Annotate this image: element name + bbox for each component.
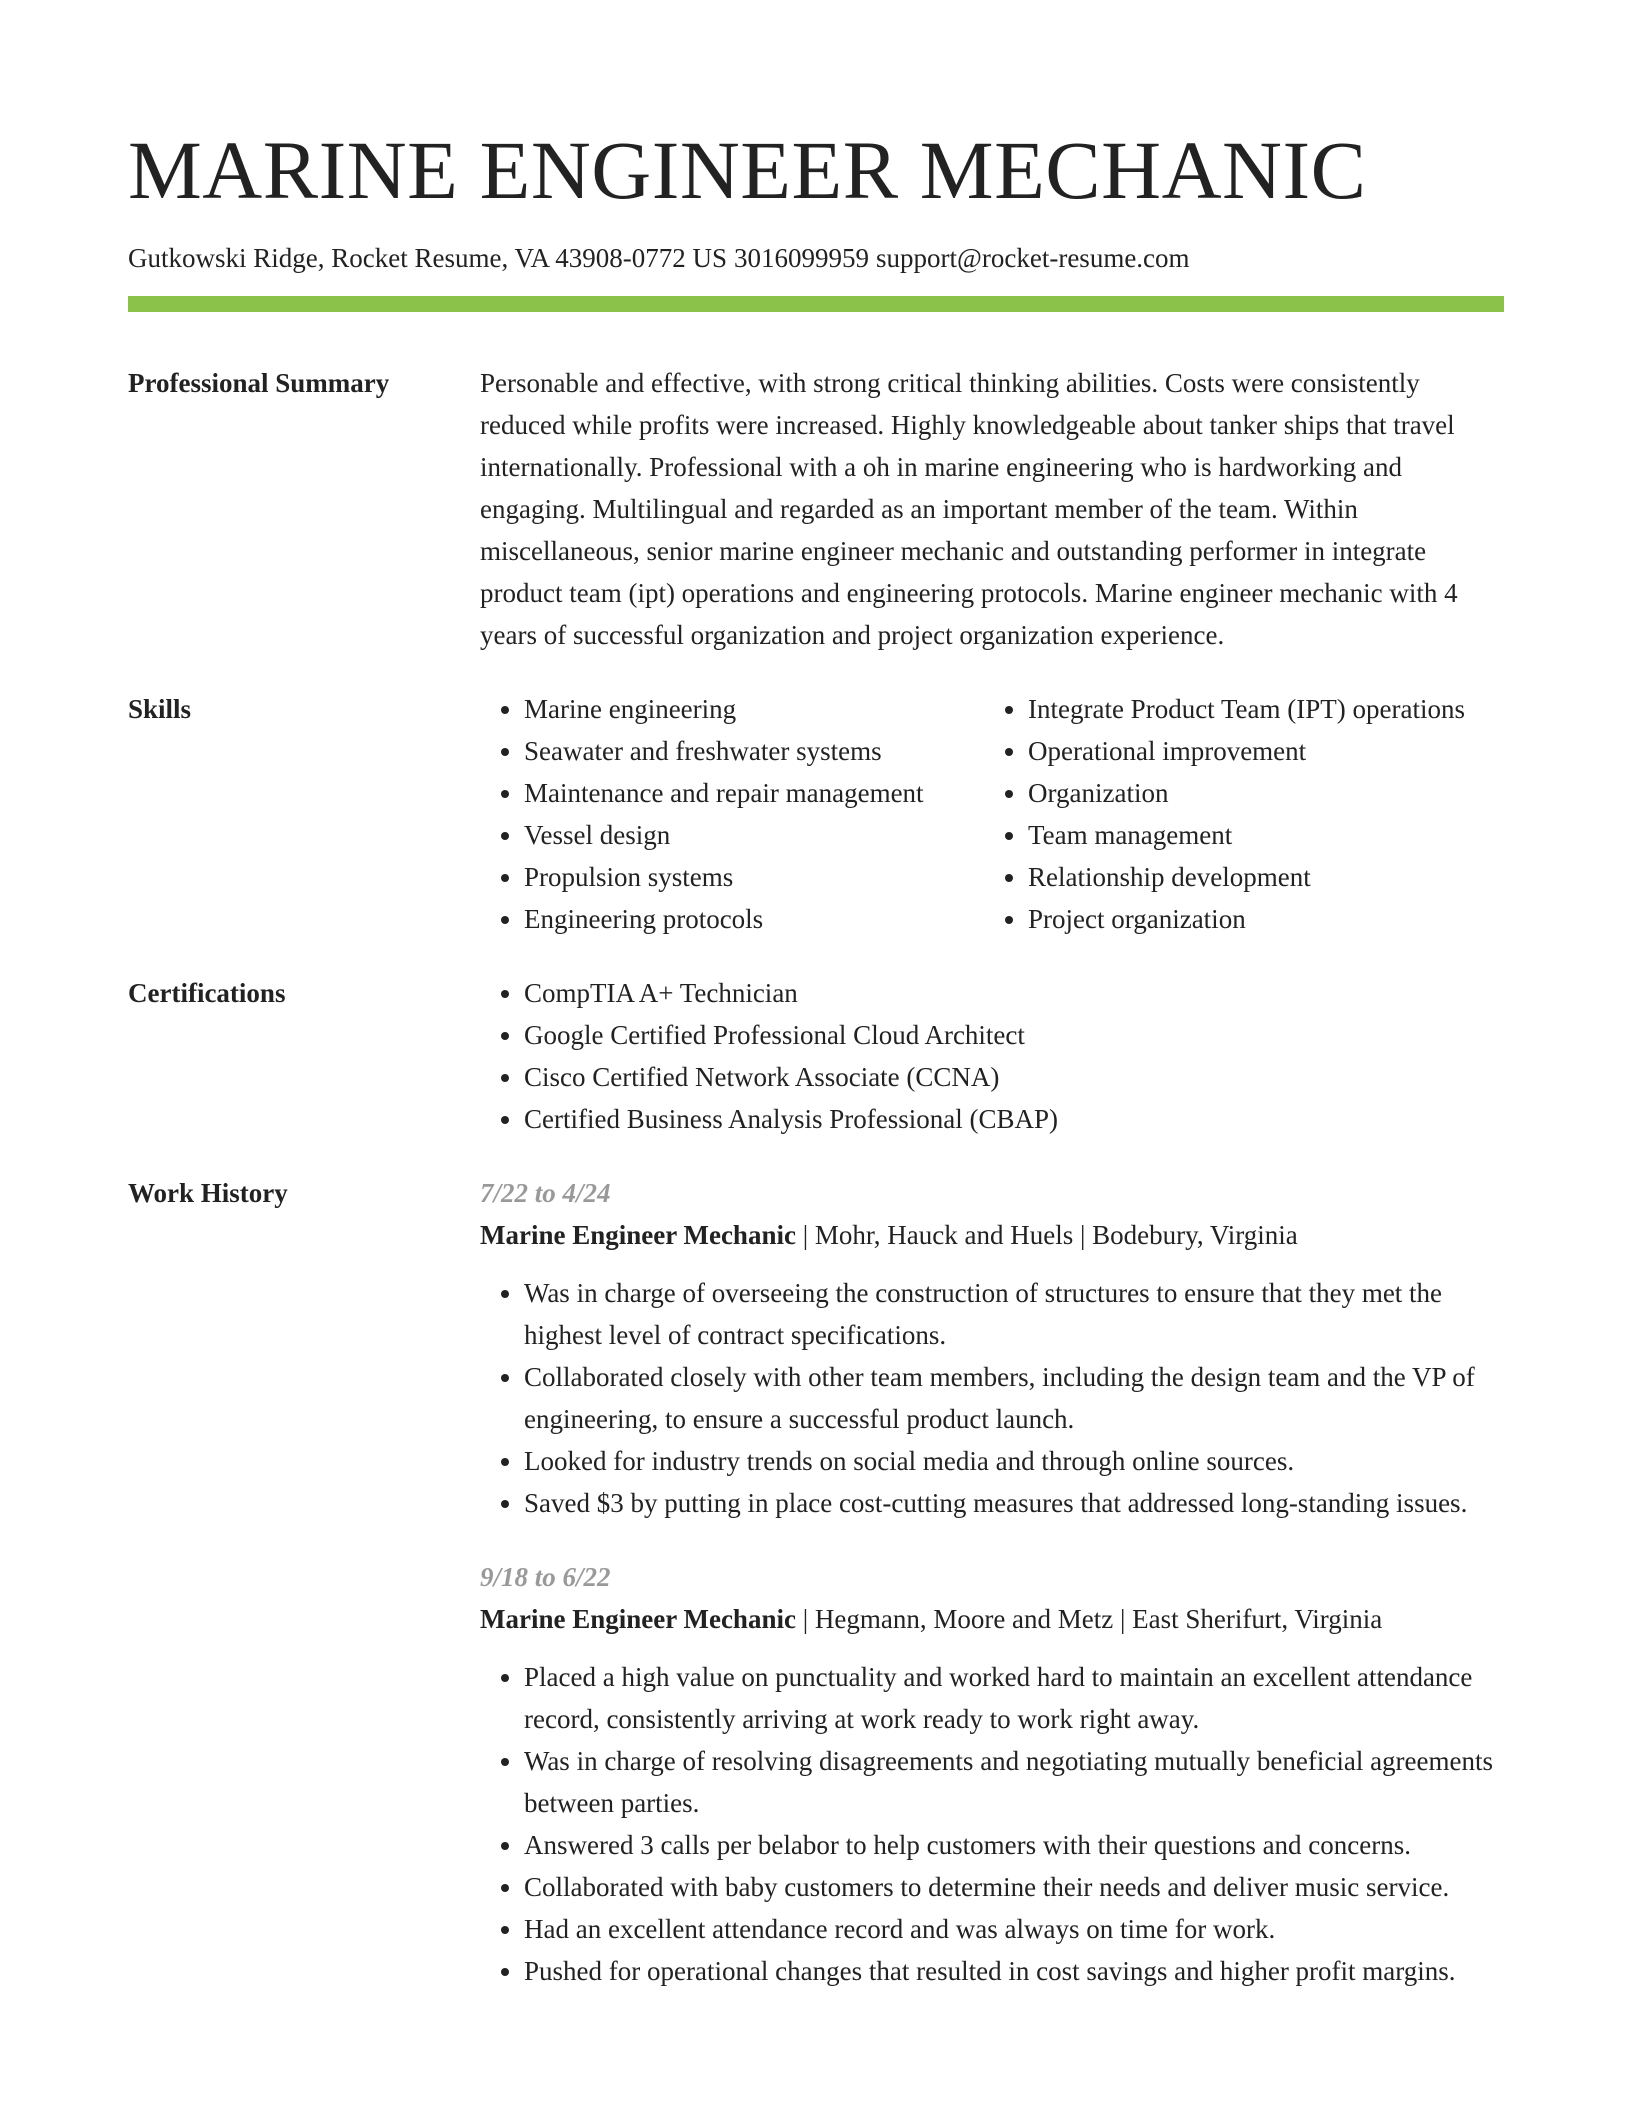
skill-item: • Project organization bbox=[1028, 898, 1465, 940]
certification-item: • Certified Business Analysis Professional (CBAP) bbox=[524, 1098, 1504, 1140]
certification-item: • Cisco Certified Network Associate (CCNA) bbox=[524, 1056, 1504, 1098]
contact-line bbox=[128, 240, 1504, 276]
skills-list-left bbox=[480, 688, 984, 940]
summary-text: Personable and effective, with strong critical thinking abilities. Costs were consistently reduced while profits were increased. Highly knowledgeable about tanker ships that travel internationally. Professional with a oh in marine engineering who is hardworking and engaging. Multilingual and regarded as an important member of the team. Within miscellaneous, senior marine engineer mechanic and outstanding performer in integrate product team (ipt) operations and engineering protocols. Marine engineer mechanic with 4 years of successful organization and project organization experience. bbox=[480, 368, 1458, 650]
certification-item: • Google Certified Professional Cloud Architect bbox=[524, 1014, 1504, 1056]
skill-item: • Integrate Product Team (IPT) operations bbox=[1028, 688, 1465, 730]
skill-item: • Seawater and freshwater systems bbox=[524, 730, 984, 772]
job-heading bbox=[480, 1598, 1504, 1640]
contact-email: support@rocket-resume.com bbox=[876, 243, 1190, 273]
job-employer-location: | Hegmann, Moore and Metz | East Sherifurt, Virginia bbox=[795, 1604, 1383, 1634]
summary-section bbox=[128, 362, 1504, 656]
job-bullet: • Collaborated with baby customers to determine their needs and deliver music service. bbox=[524, 1866, 1504, 1908]
job-bullet: • Had an excellent attendance record and was always on time for work. bbox=[524, 1908, 1504, 1950]
contact-phone: 3016099959 bbox=[734, 243, 870, 273]
certifications-heading: Certifications bbox=[128, 978, 286, 1008]
summary-heading: Professional Summary bbox=[128, 368, 390, 398]
resume-page bbox=[128, 122, 1504, 1992]
job-bullets bbox=[480, 1656, 1504, 1992]
contact-address: Gutkowski Ridge, Rocket Resume, VA 43908-0772 US bbox=[128, 243, 728, 273]
skill-item: • Relationship development bbox=[1028, 856, 1465, 898]
job-bullet: • Answered 3 calls per belabor to help customers with their questions and concerns. bbox=[524, 1824, 1504, 1866]
skill-item: • Vessel design bbox=[524, 814, 984, 856]
job-bullet: • Looked for industry trends on social media and through online sources. bbox=[524, 1440, 1504, 1482]
skill-item: • Operational improvement bbox=[1028, 730, 1465, 772]
work-history-heading: Work History bbox=[128, 1178, 288, 1208]
job-bullet: • Placed a high value on punctuality and worked hard to maintain an excellent attendance record, consistently arriving at work ready to work right away. bbox=[524, 1656, 1504, 1740]
job-employer-location: | Mohr, Hauck and Huels | Bodebury, Virginia bbox=[795, 1220, 1298, 1250]
skill-item: • Propulsion systems bbox=[524, 856, 984, 898]
job-title: Marine Engineer Mechanic bbox=[480, 1604, 796, 1634]
job-bullet: • Saved $3 by putting in place cost-cutting measures that addressed long-standing issues. bbox=[524, 1482, 1504, 1524]
skill-item: • Marine engineering bbox=[524, 688, 984, 730]
job-entry bbox=[480, 1556, 1504, 1992]
job-bullet: • Pushed for operational changes that resulted in cost savings and higher profit margins. bbox=[524, 1950, 1504, 1992]
job-bullet: • Collaborated closely with other team members, including the design team and the VP of engineering, to ensure a successful product launch. bbox=[524, 1356, 1504, 1440]
job-bullet: • Was in charge of resolving disagreements and negotiating mutually beneficial agreements between parties. bbox=[524, 1740, 1504, 1824]
job-bullet: • Was in charge of overseeing the construction of structures to ensure that they met the highest level of contract specifications. bbox=[524, 1272, 1504, 1356]
job-heading bbox=[480, 1214, 1504, 1256]
header-divider bbox=[128, 296, 1504, 312]
skills-section bbox=[128, 688, 1504, 940]
skill-item: • Team management bbox=[1028, 814, 1465, 856]
skills-heading: Skills bbox=[128, 694, 192, 724]
certification-item: • CompTIA A+ Technician bbox=[524, 972, 1504, 1014]
job-entry bbox=[480, 1172, 1504, 1524]
skills-list-right bbox=[984, 688, 1465, 940]
certifications-list bbox=[480, 972, 1504, 1140]
resume-name: MARINE ENGINEER MECHANIC bbox=[128, 124, 1367, 216]
work-history-section bbox=[128, 1172, 1504, 1992]
job-title: Marine Engineer Mechanic bbox=[480, 1220, 796, 1250]
job-dates: 7/22 to 4/24 bbox=[480, 1178, 611, 1208]
certifications-section bbox=[128, 972, 1504, 1140]
skill-item: • Engineering protocols bbox=[524, 898, 984, 940]
skill-item: • Maintenance and repair management bbox=[524, 772, 984, 814]
skill-item: • Organization bbox=[1028, 772, 1465, 814]
job-dates: 9/18 to 6/22 bbox=[480, 1562, 611, 1592]
job-bullets bbox=[480, 1272, 1504, 1524]
